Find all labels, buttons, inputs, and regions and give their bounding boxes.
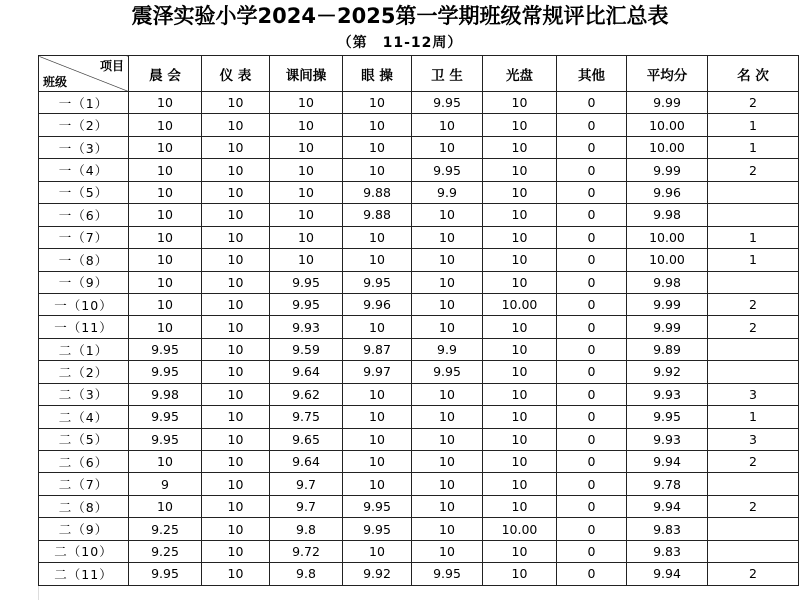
- cell-qita[interactable]: 0: [557, 451, 627, 473]
- cell-yibiao[interactable]: 10: [202, 540, 270, 562]
- cell-yibiao[interactable]: 10: [202, 495, 270, 517]
- cell-yancao[interactable]: 10: [343, 136, 412, 158]
- cell-weisheng[interactable]: 10: [412, 249, 483, 271]
- class-name-cell[interactable]: 二（7）: [39, 473, 129, 495]
- cell-weisheng[interactable]: 9.95: [412, 92, 483, 114]
- cell-qita[interactable]: 0: [557, 316, 627, 338]
- cell-weisheng[interactable]: 9.95: [412, 159, 483, 181]
- cell-kejiancao[interactable]: 9.64: [270, 361, 343, 383]
- cell-pingjunfen[interactable]: 9.89: [627, 338, 708, 360]
- cell-mingci[interactable]: [708, 540, 799, 562]
- cell-guangpan[interactable]: 10: [483, 249, 557, 271]
- cell-qita[interactable]: 0: [557, 249, 627, 271]
- class-name-cell[interactable]: 二（4）: [39, 406, 129, 428]
- col-header-yibiao: 仪 表: [202, 56, 270, 92]
- cell-mingci[interactable]: 1: [708, 136, 799, 158]
- cell-chenhui[interactable]: 10: [129, 114, 202, 136]
- cell-weisheng[interactable]: 10: [412, 406, 483, 428]
- diagonal-header-cell: [39, 56, 129, 92]
- table-row: [39, 293, 799, 315]
- class-name-cell[interactable]: 二（3）: [39, 383, 129, 405]
- cell-guangpan[interactable]: 10: [483, 338, 557, 360]
- cell-yibiao[interactable]: 10: [202, 563, 270, 585]
- cell-kejiancao[interactable]: 10: [270, 226, 343, 248]
- cell-yibiao[interactable]: 10: [202, 92, 270, 114]
- cell-kejiancao[interactable]: 10: [270, 114, 343, 136]
- cell-pingjunfen[interactable]: 10.00: [627, 249, 708, 271]
- cell-weisheng[interactable]: 10: [412, 316, 483, 338]
- table-row: [39, 361, 799, 383]
- cell-weisheng[interactable]: 10: [412, 136, 483, 158]
- cell-pingjunfen[interactable]: 10.00: [627, 136, 708, 158]
- cell-qita[interactable]: 0: [557, 428, 627, 450]
- table-row: [39, 316, 799, 338]
- cell-yibiao[interactable]: 10: [202, 451, 270, 473]
- table-row: [39, 249, 799, 271]
- cell-qita[interactable]: 0: [557, 204, 627, 226]
- cell-weisheng[interactable]: 10: [412, 518, 483, 540]
- cell-yancao[interactable]: 9.87: [343, 338, 412, 360]
- cell-guangpan[interactable]: 10: [483, 540, 557, 562]
- cell-yancao[interactable]: 10: [343, 428, 412, 450]
- cell-chenhui[interactable]: 10: [129, 159, 202, 181]
- cell-yibiao[interactable]: 10: [202, 406, 270, 428]
- cell-weisheng[interactable]: 10: [412, 428, 483, 450]
- col-header-qita: 其他: [557, 56, 627, 92]
- table-row: [39, 136, 799, 158]
- cell-yancao[interactable]: 10: [343, 383, 412, 405]
- cell-qita[interactable]: 0: [557, 159, 627, 181]
- cell-kejiancao[interactable]: 9.72: [270, 540, 343, 562]
- table-row: [39, 406, 799, 428]
- cell-yancao[interactable]: 10: [343, 92, 412, 114]
- cell-yibiao[interactable]: 10: [202, 473, 270, 495]
- table-row: [39, 159, 799, 181]
- table-row: [39, 428, 799, 450]
- cell-mingci[interactable]: 2: [708, 451, 799, 473]
- cell-kejiancao[interactable]: 10: [270, 159, 343, 181]
- cell-chenhui[interactable]: 9.98: [129, 383, 202, 405]
- cell-qita[interactable]: 0: [557, 293, 627, 315]
- class-name-cell[interactable]: 二（9）: [39, 518, 129, 540]
- cell-kejiancao[interactable]: 10: [270, 204, 343, 226]
- cell-kejiancao[interactable]: 9.59: [270, 338, 343, 360]
- cell-yancao[interactable]: 10: [343, 540, 412, 562]
- cell-weisheng[interactable]: 10: [412, 383, 483, 405]
- cell-weisheng[interactable]: 10: [412, 204, 483, 226]
- class-name-cell[interactable]: 二（8）: [39, 495, 129, 517]
- cell-yibiao[interactable]: 10: [202, 204, 270, 226]
- cell-chenhui[interactable]: 10: [129, 271, 202, 293]
- cell-kejiancao[interactable]: 9.7: [270, 495, 343, 517]
- cell-guangpan[interactable]: 10: [483, 473, 557, 495]
- cell-mingci[interactable]: 3: [708, 428, 799, 450]
- cell-weisheng[interactable]: 9.9: [412, 181, 483, 203]
- cell-chenhui[interactable]: 9.95: [129, 361, 202, 383]
- cell-yibiao[interactable]: 10: [202, 181, 270, 203]
- cell-kejiancao[interactable]: 9.65: [270, 428, 343, 450]
- cell-chenhui[interactable]: 9.25: [129, 518, 202, 540]
- cell-kejiancao[interactable]: 9.8: [270, 563, 343, 585]
- cell-yibiao[interactable]: 10: [202, 361, 270, 383]
- cell-kejiancao[interactable]: 9.62: [270, 383, 343, 405]
- table-row: [39, 473, 799, 495]
- cell-pingjunfen[interactable]: 9.99: [627, 293, 708, 315]
- table-row: [39, 226, 799, 248]
- cell-guangpan[interactable]: 10: [483, 495, 557, 517]
- cell-qita[interactable]: 0: [557, 383, 627, 405]
- cell-mingci[interactable]: 2: [708, 316, 799, 338]
- cell-kejiancao[interactable]: 9.7: [270, 473, 343, 495]
- cell-yancao[interactable]: 10: [343, 249, 412, 271]
- col-header-guangpan: 光盘: [483, 56, 557, 92]
- cell-mingci[interactable]: 2: [708, 563, 799, 585]
- cell-chenhui[interactable]: 10: [129, 451, 202, 473]
- cell-mingci[interactable]: 1: [708, 249, 799, 271]
- diag-top-label: 项目: [99, 59, 124, 73]
- cell-kejiancao[interactable]: 9.95: [270, 293, 343, 315]
- cell-weisheng[interactable]: 10: [412, 293, 483, 315]
- cell-yibiao[interactable]: 10: [202, 428, 270, 450]
- col-header-chenhui: 晨 会: [129, 56, 202, 92]
- class-name-cell[interactable]: 一（11）: [39, 316, 129, 338]
- cell-kejiancao[interactable]: 10: [270, 249, 343, 271]
- cell-chenhui[interactable]: 9.95: [129, 563, 202, 585]
- cell-kejiancao[interactable]: 9.75: [270, 406, 343, 428]
- cell-mingci[interactable]: [708, 204, 799, 226]
- cell-yibiao[interactable]: 10: [202, 293, 270, 315]
- cell-kejiancao[interactable]: 10: [270, 181, 343, 203]
- cell-weisheng[interactable]: 10: [412, 540, 483, 562]
- cell-pingjunfen[interactable]: 9.93: [627, 428, 708, 450]
- cell-qita[interactable]: 0: [557, 226, 627, 248]
- table-row: [39, 338, 799, 360]
- cell-kejiancao[interactable]: 9.8: [270, 518, 343, 540]
- cell-yancao[interactable]: 9.95: [343, 495, 412, 517]
- cell-weisheng[interactable]: 10: [412, 451, 483, 473]
- cell-yibiao[interactable]: 10: [202, 114, 270, 136]
- class-name-cell[interactable]: 一（6）: [39, 204, 129, 226]
- cell-chenhui[interactable]: 9.25: [129, 540, 202, 562]
- header-row: [39, 56, 799, 92]
- cell-yancao[interactable]: 9.95: [343, 271, 412, 293]
- cell-guangpan[interactable]: 10: [483, 428, 557, 450]
- table-row: [39, 181, 799, 203]
- page-title: 震泽实验小学2024－2025第一学期班级常规评比汇总表: [131, 4, 669, 28]
- cell-kejiancao[interactable]: 10: [270, 92, 343, 114]
- cell-qita[interactable]: 0: [557, 114, 627, 136]
- cell-qita[interactable]: 0: [557, 473, 627, 495]
- cell-mingci[interactable]: [708, 338, 799, 360]
- cell-yibiao[interactable]: 10: [202, 249, 270, 271]
- cell-qita[interactable]: 0: [557, 563, 627, 585]
- cell-yancao[interactable]: 9.96: [343, 293, 412, 315]
- cell-guangpan[interactable]: 10: [483, 204, 557, 226]
- cell-guangpan[interactable]: 10: [483, 563, 557, 585]
- cell-guangpan[interactable]: 10: [483, 383, 557, 405]
- cell-chenhui[interactable]: 9.95: [129, 406, 202, 428]
- cell-guangpan[interactable]: 10.00: [483, 518, 557, 540]
- cell-yibiao[interactable]: 10: [202, 338, 270, 360]
- cell-guangpan[interactable]: 10: [483, 406, 557, 428]
- cell-pingjunfen[interactable]: 9.94: [627, 451, 708, 473]
- col-header-pingjunfen: 平均分: [627, 56, 708, 92]
- cell-mingci[interactable]: [708, 361, 799, 383]
- table-row: [39, 271, 799, 293]
- cell-pingjunfen[interactable]: 10.00: [627, 114, 708, 136]
- cell-mingci[interactable]: [708, 181, 799, 203]
- class-name-cell[interactable]: 二（10）: [39, 540, 129, 562]
- table-body: [39, 92, 799, 586]
- class-name-cell[interactable]: 一（8）: [39, 249, 129, 271]
- cell-yibiao[interactable]: 10: [202, 271, 270, 293]
- class-name-cell[interactable]: 一（1）: [39, 92, 129, 114]
- cell-weisheng[interactable]: 10: [412, 495, 483, 517]
- cell-kejiancao[interactable]: 9.93: [270, 316, 343, 338]
- cell-chenhui[interactable]: 10: [129, 226, 202, 248]
- table-row: [39, 518, 799, 540]
- cell-yancao[interactable]: 9.88: [343, 181, 412, 203]
- cell-weisheng[interactable]: 9.9: [412, 338, 483, 360]
- cell-guangpan[interactable]: 10: [483, 136, 557, 158]
- cell-mingci[interactable]: 1: [708, 406, 799, 428]
- cell-mingci[interactable]: 1: [708, 226, 799, 248]
- cell-qita[interactable]: 0: [557, 338, 627, 360]
- cell-pingjunfen[interactable]: 9.94: [627, 495, 708, 517]
- cell-yibiao[interactable]: 10: [202, 518, 270, 540]
- cell-qita[interactable]: 0: [557, 181, 627, 203]
- cell-guangpan[interactable]: 10: [483, 271, 557, 293]
- cell-guangpan[interactable]: 10: [483, 114, 557, 136]
- cell-guangpan[interactable]: 10.00: [483, 293, 557, 315]
- cell-pingjunfen[interactable]: 9.94: [627, 563, 708, 585]
- cell-yibiao[interactable]: 10: [202, 316, 270, 338]
- cell-yancao[interactable]: 9.88: [343, 204, 412, 226]
- cell-pingjunfen[interactable]: 9.78: [627, 473, 708, 495]
- col-header-mingci: 名 次: [708, 56, 799, 92]
- class-name-cell[interactable]: 二（2）: [39, 361, 129, 383]
- table-row: [39, 495, 799, 517]
- cell-chenhui[interactable]: 9: [129, 473, 202, 495]
- cell-yibiao[interactable]: 10: [202, 136, 270, 158]
- cell-yancao[interactable]: 10: [343, 159, 412, 181]
- cell-chenhui[interactable]: 10: [129, 293, 202, 315]
- class-name-cell[interactable]: 二（5）: [39, 428, 129, 450]
- cell-yancao[interactable]: 10: [343, 114, 412, 136]
- class-name-cell[interactable]: 一（3）: [39, 136, 129, 158]
- cell-mingci[interactable]: 2: [708, 495, 799, 517]
- cell-qita[interactable]: 0: [557, 361, 627, 383]
- cell-weisheng[interactable]: 10: [412, 114, 483, 136]
- cell-yancao[interactable]: 9.95: [343, 518, 412, 540]
- cell-pingjunfen[interactable]: 9.95: [627, 406, 708, 428]
- table-row: [39, 114, 799, 136]
- table-row: [39, 451, 799, 473]
- class-name-cell[interactable]: 一（7）: [39, 226, 129, 248]
- table-row: [39, 92, 799, 114]
- cell-yancao[interactable]: 9.97: [343, 361, 412, 383]
- cell-guangpan[interactable]: 10: [483, 181, 557, 203]
- table-row: [39, 540, 799, 562]
- cell-pingjunfen[interactable]: 9.92: [627, 361, 708, 383]
- cell-chenhui[interactable]: 10: [129, 136, 202, 158]
- cell-guangpan[interactable]: 10: [483, 92, 557, 114]
- cell-mingci[interactable]: [708, 518, 799, 540]
- cell-chenhui[interactable]: 10: [129, 204, 202, 226]
- cell-yancao[interactable]: 10: [343, 451, 412, 473]
- cell-yibiao[interactable]: 10: [202, 226, 270, 248]
- cell-chenhui[interactable]: 10: [129, 181, 202, 203]
- cell-chenhui[interactable]: 10: [129, 316, 202, 338]
- class-name-cell[interactable]: 二（1）: [39, 338, 129, 360]
- cell-pingjunfen[interactable]: 9.93: [627, 383, 708, 405]
- cell-mingci[interactable]: 2: [708, 92, 799, 114]
- cell-mingci[interactable]: 3: [708, 383, 799, 405]
- col-header-kejiancao: 课间操: [270, 56, 343, 92]
- cell-pingjunfen[interactable]: 10.00: [627, 226, 708, 248]
- cell-yancao[interactable]: 10: [343, 473, 412, 495]
- col-header-weisheng: 卫 生: [412, 56, 483, 92]
- col-header-yancao: 眼 操: [343, 56, 412, 92]
- cell-yancao[interactable]: 9.92: [343, 563, 412, 585]
- cell-chenhui[interactable]: 10: [129, 495, 202, 517]
- class-name-cell[interactable]: 二（6）: [39, 451, 129, 473]
- cell-kejiancao[interactable]: 9.95: [270, 271, 343, 293]
- cell-weisheng[interactable]: 10: [412, 226, 483, 248]
- cell-guangpan[interactable]: 10: [483, 451, 557, 473]
- cell-pingjunfen[interactable]: 9.99: [627, 316, 708, 338]
- score-table: [38, 55, 799, 586]
- table-row: [39, 563, 799, 585]
- cell-chenhui[interactable]: 9.95: [129, 428, 202, 450]
- cell-pingjunfen[interactable]: 9.98: [627, 204, 708, 226]
- cell-yancao[interactable]: 10: [343, 226, 412, 248]
- cell-yancao[interactable]: 10: [343, 316, 412, 338]
- class-name-cell[interactable]: 二（11）: [39, 563, 129, 585]
- class-name-cell[interactable]: 一（9）: [39, 271, 129, 293]
- diag-bottom-label: 班级: [43, 75, 68, 89]
- cell-mingci[interactable]: 1: [708, 114, 799, 136]
- cell-pingjunfen[interactable]: 9.99: [627, 159, 708, 181]
- cell-kejiancao[interactable]: 10: [270, 136, 343, 158]
- table-row: [39, 383, 799, 405]
- cell-mingci[interactable]: 2: [708, 159, 799, 181]
- cell-guangpan[interactable]: 10: [483, 226, 557, 248]
- cell-qita[interactable]: 0: [557, 136, 627, 158]
- cell-chenhui[interactable]: 9.95: [129, 338, 202, 360]
- cell-weisheng[interactable]: 10: [412, 271, 483, 293]
- cell-mingci[interactable]: 2: [708, 293, 799, 315]
- cell-guangpan[interactable]: 10: [483, 361, 557, 383]
- class-name-cell[interactable]: 一（10）: [39, 293, 129, 315]
- class-name-cell[interactable]: 一（4）: [39, 159, 129, 181]
- cell-chenhui[interactable]: 10: [129, 92, 202, 114]
- table-row: [39, 204, 799, 226]
- cell-pingjunfen[interactable]: 9.98: [627, 271, 708, 293]
- cell-pingjunfen[interactable]: 9.96: [627, 181, 708, 203]
- cell-chenhui[interactable]: 10: [129, 249, 202, 271]
- cell-qita[interactable]: 0: [557, 540, 627, 562]
- cell-kejiancao[interactable]: 9.64: [270, 451, 343, 473]
- cell-qita[interactable]: 0: [557, 92, 627, 114]
- cell-pingjunfen[interactable]: 9.83: [627, 518, 708, 540]
- cell-weisheng[interactable]: 10: [412, 473, 483, 495]
- cell-weisheng[interactable]: 9.95: [412, 361, 483, 383]
- cell-qita[interactable]: 0: [557, 406, 627, 428]
- cell-yibiao[interactable]: 10: [202, 159, 270, 181]
- left-margin: [0, 55, 39, 600]
- class-name-cell[interactable]: 一（2）: [39, 114, 129, 136]
- cell-weisheng[interactable]: 9.95: [412, 563, 483, 585]
- cell-qita[interactable]: 0: [557, 271, 627, 293]
- page-subtitle: （第 11-12周）: [337, 35, 463, 51]
- cell-guangpan[interactable]: 10: [483, 316, 557, 338]
- cell-yibiao[interactable]: 10: [202, 383, 270, 405]
- cell-pingjunfen[interactable]: 9.99: [627, 92, 708, 114]
- cell-guangpan[interactable]: 10: [483, 159, 557, 181]
- cell-mingci[interactable]: [708, 271, 799, 293]
- class-name-cell[interactable]: 一（5）: [39, 181, 129, 203]
- cell-qita[interactable]: 0: [557, 518, 627, 540]
- cell-pingjunfen[interactable]: 9.83: [627, 540, 708, 562]
- cell-qita[interactable]: 0: [557, 495, 627, 517]
- cell-yancao[interactable]: 10: [343, 406, 412, 428]
- cell-mingci[interactable]: [708, 473, 799, 495]
